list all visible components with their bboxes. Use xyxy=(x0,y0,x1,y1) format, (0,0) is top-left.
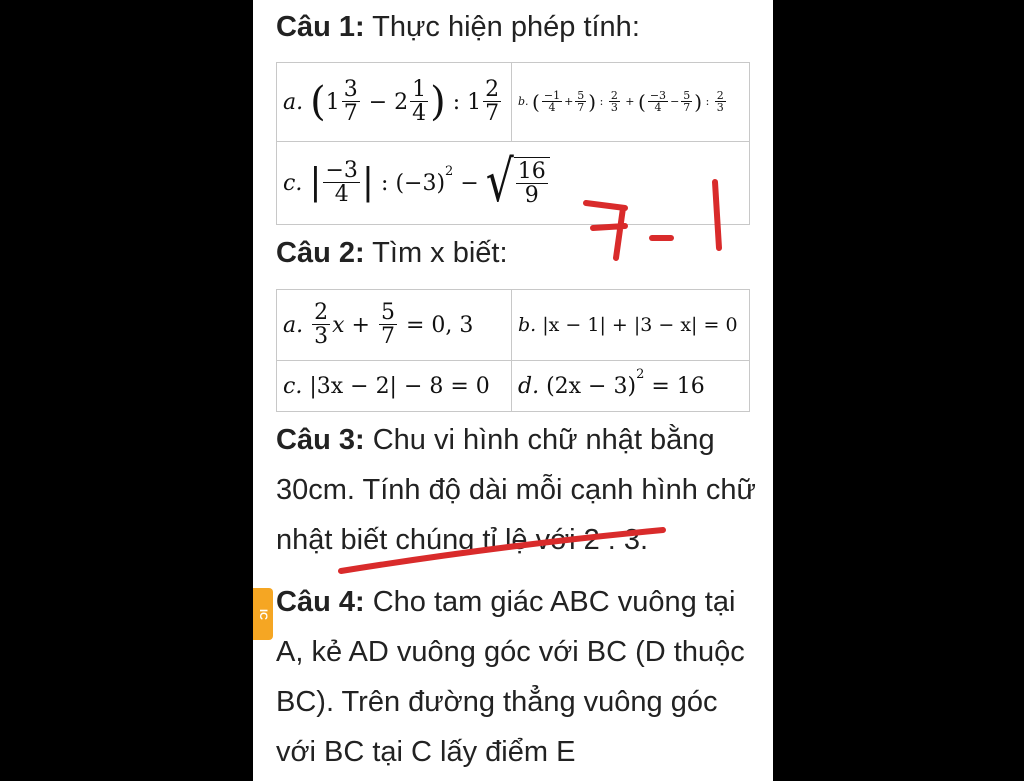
handwritten-annotations xyxy=(253,0,773,781)
handwritten-seven xyxy=(586,203,625,258)
q2-a-label: a. xyxy=(283,312,304,338)
q1-cell-a: a. ( 1 $\frac{3}{7}$ − 2 $\frac{1}{4}$ ) : 1 $\frac{2}{7}$ xyxy=(277,63,512,142)
q2-c-expr: |3x − 2| − 8 = 0 xyxy=(309,373,490,399)
q2-b-expr: |x − 1| + |3 − x| = 0 xyxy=(542,314,738,336)
question-1-label: Câu 1: xyxy=(276,11,365,43)
q1-cell-c: c. | $\frac{-3}{4}$ | : (−3) 2 − √ $\frac{16}{9}$ xyxy=(277,142,750,225)
question-4-text: Cho tam giác ABC vuông tại A, kẻ AD vuông góc với BC (D thuộc BC). Trên đường thẳng vuông góc với BC tại C lấy điểm E xyxy=(276,586,745,768)
document-page xyxy=(253,0,773,781)
question-3-text: Chu vi hình chữ nhật bằng 30cm. Tính độ dài mỗi cạnh hình chữ nhật biết chúng tỉ lệ với 2 : 3. xyxy=(276,424,756,556)
q2-d-rhs: = 16 xyxy=(651,373,705,399)
q1-b-label: b. xyxy=(518,95,529,109)
question-2-text: Tìm x biết: xyxy=(364,237,508,269)
question-2-label: Câu 2: xyxy=(276,237,365,269)
q2-d-expr: (2x − 3) xyxy=(546,373,637,399)
q2-c-label: c. xyxy=(283,373,303,399)
q2-d-exponent: 2 xyxy=(636,366,645,382)
q2-cell-a: a. $\frac{2}{3}$ x + $\frac{5}{7}$ = 0, 3 xyxy=(277,290,512,361)
question-4-label: Câu 4: xyxy=(276,586,365,618)
strikethrough-line xyxy=(341,530,663,571)
q2-a-rhs: = 0, 3 xyxy=(405,312,474,338)
side-tab-label: IC xyxy=(257,608,269,620)
q2-b-label: b. xyxy=(518,314,537,336)
q1-a-label: a. xyxy=(283,89,304,115)
question-1-text: Thực hiện phép tính: xyxy=(364,11,640,43)
handwritten-one xyxy=(715,182,719,248)
q1-c-label: c. xyxy=(283,170,303,196)
q1-cell-b: b. ( $\frac{-1}{4}$ + $\frac{5}{7}$ ) : $\frac{2}{3}$ + ( $\frac{-3}{4}$ − $\frac{5}{7}$ ) : $\frac{2}{3}$ xyxy=(512,63,750,142)
q2-d-label: d. xyxy=(518,373,540,399)
question-3-label: Câu 3: xyxy=(276,424,365,456)
